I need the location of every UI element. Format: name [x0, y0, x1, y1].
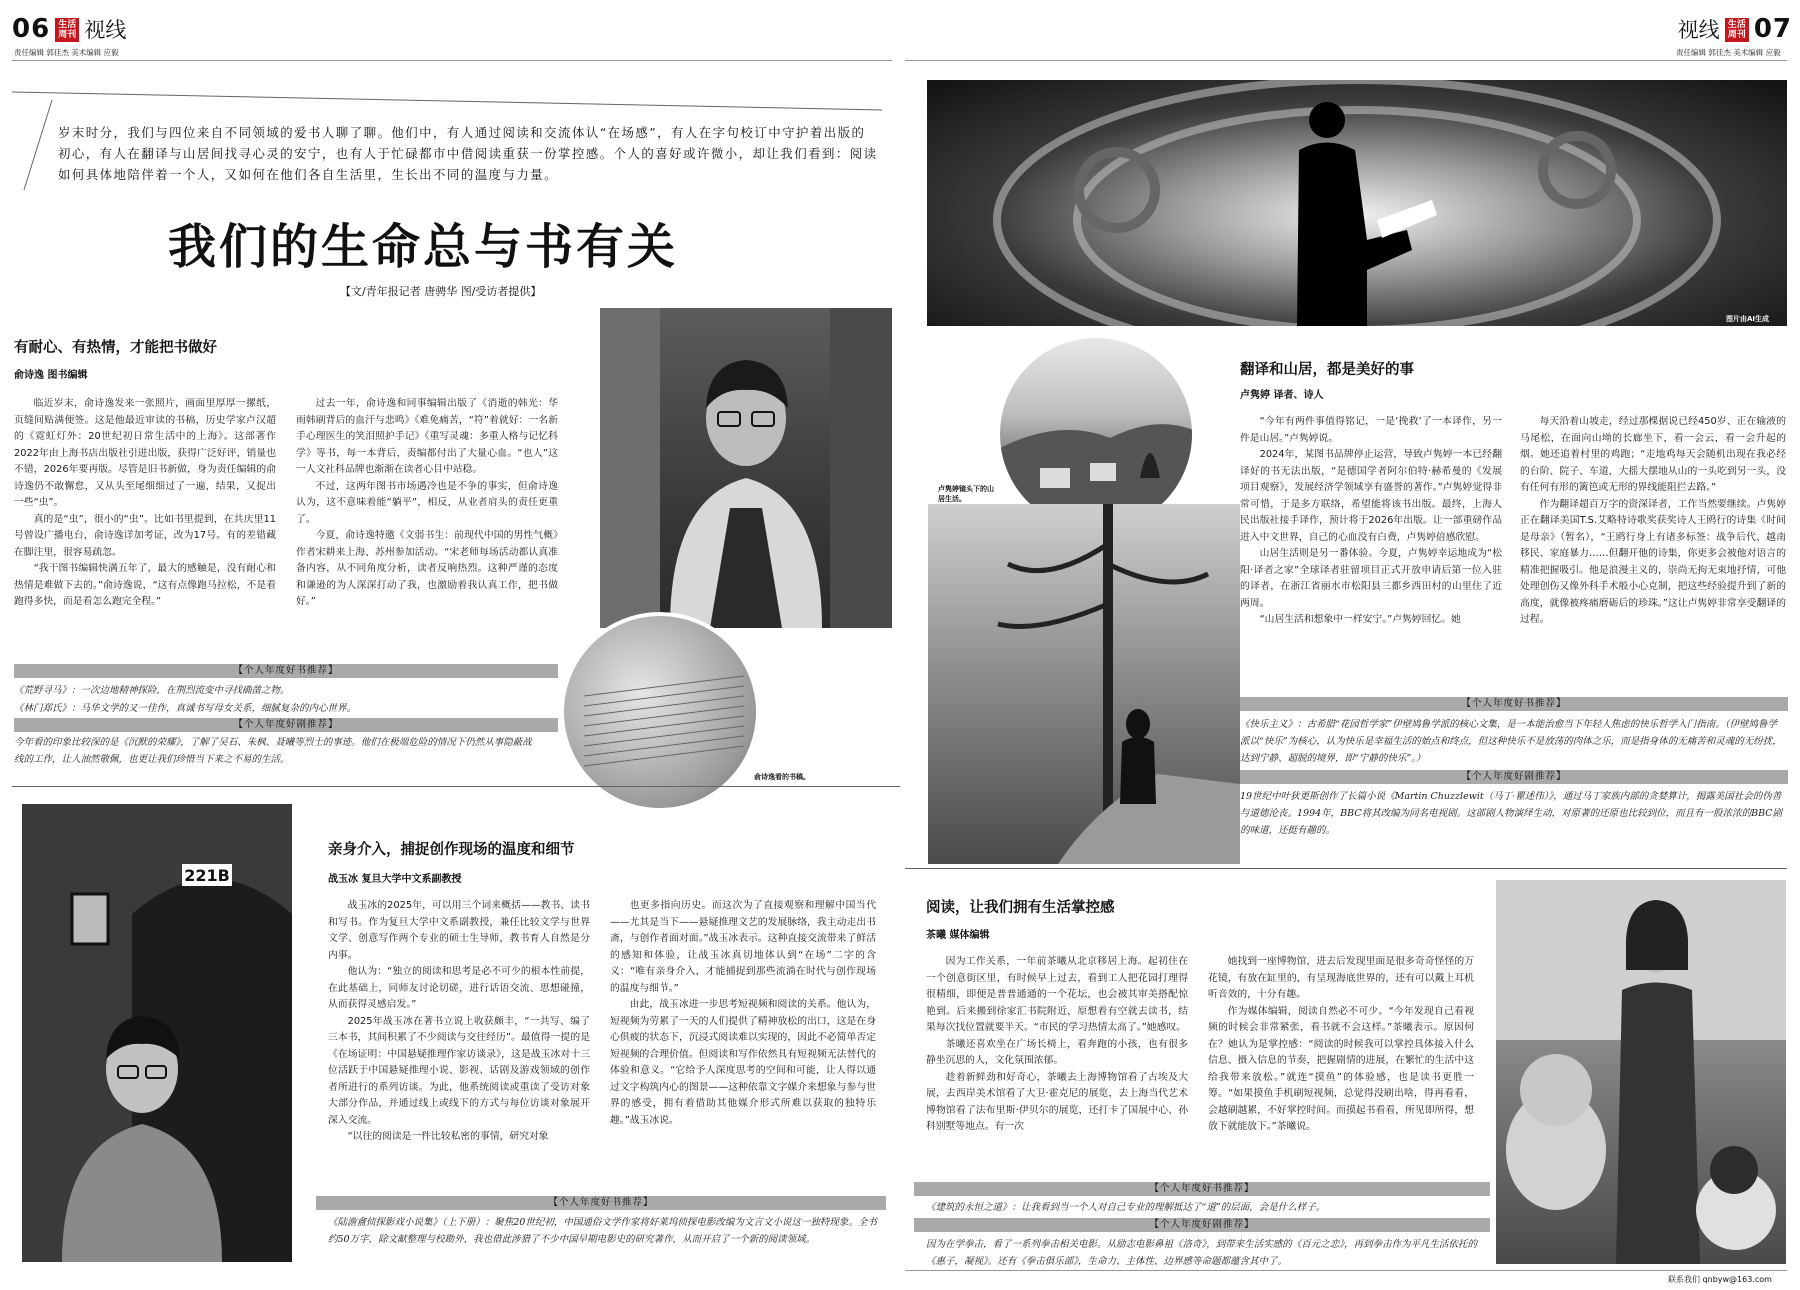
editors: 责任编辑 郭佳杰 美术编辑 应毅	[14, 48, 119, 57]
byline: 【文/青年报记者 唐骋华 图/受访者提供】	[340, 285, 542, 298]
ai-banner-image	[927, 80, 1787, 326]
paragraph: 不过，这两年图书市场遇冷也是不争的事实，但俞诗逸认为，这不意味着能“躺平”，相反，从业者肩头的责任更重了。	[296, 480, 558, 525]
paragraph: 她找到一座博物馆，进去后发现里面是很多奇奇怪怪的万花镜，有放在缸里的，有呈现海底世界的，还有可以戴上耳机听音效的，十分有趣。	[1208, 956, 1474, 1000]
article-column	[1208, 954, 1474, 1136]
door-number: 221B	[184, 866, 230, 885]
logo: 生活周刊	[55, 18, 79, 42]
portrait-illustration	[22, 804, 292, 1262]
paragraph: 山居生活则是另一番体验。今夏，卢隽婷幸运地成为“松阳·译者之家”全球译者驻留项目正式开放申请后第一位入驻的译者，在浙江省丽水市松阳县三都乡西田村的山里住了近两周。	[1240, 548, 1502, 609]
rec-drama-label: 【个人年度好剧推荐】	[14, 718, 558, 732]
mountain-path-photo	[928, 504, 1240, 864]
paragraph: 2025年战玉冰在著书立说上收获颇丰，“一共写、编了三本书，其间积累了不少阅读与交往经历”。最值得一提的是《在场证明：中国悬疑推理作家访谈录》，这是战玉冰对十三位活跃于中国悬疑推理小说、影视、话剧及游戏领域的创作者所进行的系列访谈。为此，他系统阅读或重读了受访对象大部分作品，并通过线上或线下的方式与每位访谈对象展开深入交流。	[328, 1015, 590, 1126]
section-name: 视线	[1677, 18, 1720, 42]
footer-contact: 联系我们 qnbyw@163.com	[1668, 1275, 1772, 1284]
section-author: 俞诗逸 图书编辑	[14, 370, 88, 381]
rec-drama: 今年看的印象比较深的是《沉默的荣耀》，了解了吴石、朱枫、聂曦等烈士的事迹。他们在极端危险的情况下仍然从事隐蔽战线的工作，让人油然敬佩，也更让我们珍惜当下来之不易的生活。	[14, 737, 532, 765]
rec-drama: 因为在学拳击，看了一系列拳击相关电影。从励志电影鼻祖《洛奇》，到带来生活实感的《百元之恋》，再到拳击作为平凡生活依托的《惠子，凝视》。还有《拳击俱乐部》，生命力、主体性、边界感等命题都蕴含其中了。	[926, 1239, 1478, 1267]
article-column	[610, 898, 876, 1129]
portrait-photo	[22, 804, 292, 1262]
rec-book-label: 【个人年度好书推荐】	[914, 1182, 1490, 1196]
article-column	[296, 396, 558, 611]
ai-caption: 图片由AI生成	[1726, 315, 1770, 323]
section-author: 卢隽婷 译者、诗人	[1240, 390, 1324, 401]
section-author: 茶曦 媒体编辑	[926, 930, 990, 941]
portrait-with-dogs-illustration	[1496, 880, 1786, 1264]
section-title: 有耐心、有热情，才能把书做好	[14, 340, 217, 356]
rec-book-label: 【个人年度好书推荐】	[316, 1196, 886, 1210]
paragraph: 真的是“虫”，很小的“虫”。比如书里提到，在共庆里11号曾设广播电台，俞诗逸详加考证，改为17号。有的差错藏在脚注里，很容易疏忽。	[14, 513, 276, 558]
paragraph: “山居生活和想象中一样安宁。”卢隽婷回忆。她	[1259, 614, 1461, 625]
section-title: 翻译和山居，都是美好的事	[1240, 362, 1414, 378]
photo-caption: 卢隽婷镜头下的山居生活。	[938, 485, 994, 503]
article-column	[14, 396, 276, 611]
page-number: 07	[1753, 14, 1792, 44]
reading-silhouette-illustration	[927, 80, 1787, 326]
portrait-illustration	[600, 308, 892, 628]
footer-rule	[905, 1270, 1787, 1271]
editors: 责任编辑 郭佳杰 美术编辑 应毅	[1676, 48, 1781, 57]
paragraph: “我干图书编辑快满五年了，最大的感触是，没有耐心和热情是难做下去的。”俞诗逸说，“这有点像跑马拉松，不是看跑得多快，而是看怎么跑完全程。”	[14, 563, 276, 607]
rec-book: 《林门郑氏》：马华文学的又一佳作，真诚书写母女关系，细腻复杂的内心世界。	[14, 703, 357, 714]
article-column	[1520, 414, 1786, 629]
article-column	[328, 898, 590, 1146]
rec-book: 《快乐主义》：古希腊“花园哲学家”伊壁鸠鲁学派的核心文集，是一本能治愈当下年轻人焦虑的快乐哲学入门指南。（伊壁鸠鲁学派以“快乐”为核心，认为快乐是幸福生活的始点和终点，但这种快乐不是放荡的肉体之乐，而是指身体的无痛苦和灵魂的无纷扰，达到宁静、超脱的境界，即“宁静的快乐”。）	[1240, 719, 1782, 764]
paragraph: 因为工作关系，一年前茶曦从北京移居上海。起初住在一个创意街区里，有时候早上过去，看到工人把花园打理得很精细，即便是普普通通的一个花坛，也会被其审美搭配惊艳到。后来搬到徐家汇书院附近，原想着有空就去读书，结果每次找位置就要半天。“市民的学习热情太高了。”她感叹。	[926, 956, 1188, 1033]
paragraph: 每天沿着山坡走，经过那棵据说已经450岁、正在输液的马尾松，在面向山坳的长廊坐下，看一会云，看一会升起的烟。她还追着村里的鸡跑；“走地鸡每天会随机出现在我必经的台阶、院子、车道，大摇大摆地从山的一头吃到另一头，没有任何有形的篱笆或无形的界线能阻拦去路。”	[1520, 416, 1786, 493]
logo: 生活周刊	[1725, 18, 1749, 42]
section-name: 视线	[84, 18, 127, 42]
section-author: 战玉冰 复旦大学中文系副教授	[328, 874, 462, 885]
section-divider	[12, 786, 900, 787]
rec-book: 《陆澹盦侦探影戏小说集》（上下册）：聚焦20世纪初，中国通俗文学作家将好莱坞侦探电影改编为文言文小说这一独特现象。全书约50万字，除文献整理与校勘外，我也借此涉猎了不少中国早期电影史的研究著作，从而开启了一个新的阅读领域。	[328, 1217, 877, 1245]
paragraph: 作为翻译超百万字的资深译者，工作当然要继续。卢隽婷正在翻译美国T.S.艾略特诗歌奖获奖诗人王鸥行的诗集《时间是母亲》（暂名），“王鸥行身上有诸多标签：战争后代、越南移民、家庭暴力……但翻开他的诗集，你更多会被他对语言的精准把握吸引。他是浪漫主义的，崇尚无拘无束地抒情，可他处理创伤又像外科手术般小心克制，把这些经验提升到了新的高度，就像被疼痛磨砺后的珍珠。”这让卢隽婷非常享受翻译的过程。	[1520, 498, 1786, 625]
paragraph: 由此，战玉冰进一步思考短视频和阅读的关系。他认为，短视频为劳累了一天的人们提供了精神放松的出口，这是在身心俱疲的状态下，沉浸式阅读难以实现的，因此不必简单否定短视频的合理价值。但阅读和写作依然具有短视频无法替代的体验和意义。“它给予人深度思考的空间和可能，让人得以通过文字构筑内心的图景——这种依靠文字媒介来想象与参与世界的感受，拥有着借助其他媒介形式所难以获取的独特乐趣。”战玉冰说。	[610, 999, 876, 1126]
paper-stack-illustration	[564, 616, 760, 812]
photo-caption: 俞诗逸看的书稿。	[754, 773, 810, 781]
paragraph: 2024年，某图书品牌停止运营，导致卢隽婷一本已经翻译好的书无法出版，“是德国学者阿尔伯特·赫希曼的《发展项目观察》，发展经济学领域享有盛誉的著作。”卢隽婷觉得非常可惜，于是多方联络，希望能将该书出版。最终，上海人民出版社接手译作，预计将于2026年出版。让一部重磅作品进入中文世界，自己的心血没有白费，卢隽婷倍感欣慰。	[1240, 449, 1502, 543]
header-rule	[12, 60, 892, 61]
section-divider	[905, 868, 1787, 869]
intro-text: 岁末时分，我们与四位来自不同领域的爱书人聊了聊。他们中，有人通过阅读和交流体认“在场感”，有人在字句校订中守护着出版的初心，有人在翻译与山居间找寻心灵的安宁，也有人于忙碌都市中借阅读重获一份掌控感。个人的喜好或许微小，却让我们看到：阅读如何具体地陪伴着一个人，又如何在他们各自生活里，生长出不同的温度与力量。	[58, 125, 878, 182]
paragraph: 趁着新鲜劲和好奇心，茶曦去上海博物馆看了古埃及大展，去西岸美术馆看了大卫·霍克尼的展览，去上海当代艺术博物馆看了法布里斯·伊贝尔的展览，还打卡了国展中心、孙科别墅等地点。有一次	[926, 1071, 1188, 1132]
portrait-photo	[1496, 880, 1786, 1264]
rec-drama: 19世纪中叶狄更斯创作了长篇小说《Martin Chuzzlewit（马丁·瞿述伟）》，通过马丁家族内部的贪婪算计，揭露美国社会的伪善与道德沦丧。1994年，BBC将其改编为同名电视剧。这部剧人物演绎生动，对原著的还原也比较到位，而且有一股浓浓的BBC剧的味道，还挺有趣的。	[1240, 791, 1782, 836]
manuscript-photo	[560, 612, 760, 812]
paragraph: “今年有两件事值得铭记，一是‘挽救’了一本译作，另一件是山居。”卢隽婷说。	[1240, 416, 1502, 444]
paragraph: 战玉冰的2025年，可以用三个词来概括——教书、读书和写书。作为复旦大学中文系副教授，兼任比较文学与世界文学、创意写作两个专业的硕士生导师，教书育人自然是分内事。	[328, 900, 590, 961]
article-column	[1240, 414, 1502, 629]
article-column	[926, 954, 1188, 1136]
section-title: 阅读，让我们拥有生活掌控感	[926, 900, 1115, 916]
rec-book: 《荒野寻马》：一次边地精神探险，在荆烈流变中寻找确凿之物。	[14, 685, 290, 696]
paragraph: 临近岁末，俞诗逸发来一张照片，画面里厚厚一摞纸，页缝间贴满便签。这是他最近审读的书稿，历史学家卢汉超的《霓虹灯外：20世纪初日常生活中的上海》。这部著作2022年由上海书店出版社引进出版，获得广泛好评，销量也不错，2026年要再版。尽管是旧书新做，身为责任编辑的俞诗逸仍不敢懈怠，又从头至尾细细过了一遍，结果，又捉出一些“虫”。	[14, 398, 276, 508]
section-title: 亲身介入，捕捉创作现场的温度和细节	[328, 842, 575, 858]
paragraph: 茶曦还喜欢坐在广场长椅上，看奔跑的小孩，也有很多静坐沉思的人，文化氛围浓郁。	[926, 1038, 1188, 1066]
paragraph: 作为媒体编辑，阅读自然必不可少。“今年发现自己看视频的时候会非常紧张，看书就不会这样。”茶曦表示。原因何在？她认为是掌控感：“阅读的时候我可以掌控具体接入什么信息、摄入信息的节奏，把握剧情的进展，在繁忙的生活中这给我带来放松。”就连“摸鱼”的体验感，也是读书更胜一筹。“如果摸鱼手机刷短视频，总觉得没刷出啥，得再看看，会越刷越累，不好掌控时间。而摸起书看看，所见即所得，想放下就能放下。”茶曦说。	[1208, 1005, 1474, 1132]
page-number: 06	[12, 14, 51, 44]
rec-drama-label: 【个人年度好剧推荐】	[914, 1218, 1490, 1232]
paragraph: 也更多指向历史。而这次为了直接观察和理解中国当代——尤其是当下——悬疑推理文艺的发展脉络，我主动走出书斋，与创作者面对面。”战玉冰表示。这种直接交流带来了鲜活的感知和体验，让战玉冰真切地体认到“在场”二字的含义：“唯有亲身介入，才能捕捉到那些流淌在时代与创作现场的温度与细节。”	[610, 900, 876, 994]
paragraph: 过去一年，俞诗逸和同事编辑出版了《消逝的韩光：华雨韩刷背后的血汗与悲鸣》《难免痛苦，“符”着就好：一名新手心理医生的笑泪照护手记》《重写灵魂：多重人格与记忆科学》等书，每一本背后，责编都付出了大量心血。“也人”这一人文社科品牌也渐渐在读者心目中站稳。	[296, 398, 558, 475]
paragraph: 今夏，俞诗逸特邀《文弱书生：前现代中国的男性气概》作者宋耕来上海、苏州参加活动。“宋老师每场活动都认真准备内容，从不同角度分析，读者反响热烈。这种严谨的态度和谦逊的为人深深打动了我，也激励着我认真工作，把书做好。”	[296, 530, 558, 607]
header-rule	[905, 60, 1787, 61]
page-title: 我们的生命总与书有关	[168, 219, 679, 275]
paragraph: 他认为：“独立的阅读和思考是必不可少的根本性前提，在此基础上，同师友讨论切磋，进行话语交流、思想碰撞，从而获得灵感启发。”	[328, 966, 590, 1010]
rec-drama-label: 【个人年度好剧推荐】	[1240, 770, 1788, 784]
paragraph: “以往的阅读是一件比较私密的事情，研究对象	[347, 1131, 549, 1142]
rec-book-label: 【个人年度好书推荐】	[1240, 697, 1788, 711]
path-illustration	[928, 504, 1240, 864]
rec-book: 《建筑的永恒之道》：让我看到当一个人对自己专业的理解抵达了“道”的层面，会是什么样子。	[926, 1202, 1326, 1213]
rec-book-label: 【个人年度好书推荐】	[14, 664, 558, 678]
portrait-photo	[600, 308, 892, 628]
